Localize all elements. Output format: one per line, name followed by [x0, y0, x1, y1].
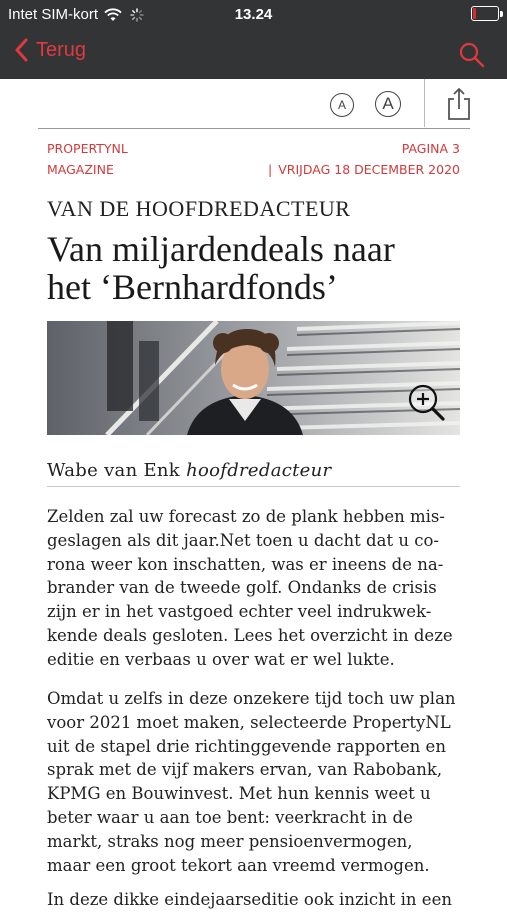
issue-date-row: [268, 159, 460, 180]
paragraph-line: voor 2021 moet maken, selecteerde PropertyNL: [47, 712, 451, 732]
toolbar-divider: [424, 79, 425, 127]
paragraph-line: maar een groot tekort aan vreemd vermogen.: [47, 855, 430, 875]
paragraph-line: Zelden zal uw forecast zo de plank hebben mis-: [47, 507, 445, 526]
paragraph-line: editie en verbaas u over wat er wel lukte.: [47, 649, 395, 669]
zoom-in-icon[interactable]: [406, 382, 446, 422]
publication-name: [47, 138, 128, 180]
paragraph-line: In deze dikke eindejaarseditie ook inzicht in een: [47, 890, 452, 909]
status-time: 13.24: [234, 6, 273, 23]
paragraph-line: beter waar u aan toe bent: veerkracht in de: [47, 807, 413, 827]
search-icon[interactable]: [457, 40, 487, 70]
battery-nub: [500, 11, 503, 17]
paragraph-line: geslagen als dit jaar.Net toen u dacht dat u co-: [47, 530, 439, 550]
battery-icon: [471, 6, 499, 21]
article-paragraph: [47, 687, 467, 877]
paragraph-line: kende deals gesloten. Lees het overzicht in deze: [47, 625, 453, 645]
back-label: Terug: [36, 38, 87, 61]
decrease-font-button[interactable]: A: [330, 93, 354, 117]
paragraph-line: markt, straks nog meer pensioenvermogen,: [47, 831, 413, 851]
byline-rule: [47, 486, 460, 487]
author-photo[interactable]: [47, 321, 460, 435]
reader-toolbar: [0, 79, 507, 129]
page-info: [268, 138, 460, 180]
chevron-left-icon: [14, 38, 28, 62]
article-paragraph: [47, 505, 467, 672]
paragraph-line: uit de stapel drie richtinggevende rapporten en: [47, 736, 446, 756]
battery-level: [473, 8, 476, 19]
section-title: VAN DE HOOFDREDACTEUR: [47, 196, 351, 221]
headline-line: Van miljardendeals naar: [47, 229, 395, 269]
publication-line-2: MAGAZINE: [47, 162, 114, 177]
headline-line: het ‘Bernhardfonds’: [47, 267, 338, 307]
status-bar: [0, 0, 507, 30]
byline: [47, 460, 331, 481]
share-icon[interactable]: [446, 87, 472, 121]
page-number: PAGINA 3: [401, 141, 460, 156]
increase-font-button[interactable]: A: [375, 91, 401, 117]
paragraph-line: KPMG en Bouwinvest. Met hun kennis weet u: [47, 784, 431, 804]
article-headline: [47, 230, 477, 306]
author-name: Wabe van Enk: [47, 460, 181, 481]
issue-date: VRIJDAG 18 DECEMBER 2020: [278, 162, 460, 177]
header-rule: [38, 128, 470, 129]
back-button[interactable]: [14, 38, 86, 62]
author-role: hoofdredacteur: [186, 460, 332, 481]
author-photo-image: [47, 321, 460, 435]
date-separator: |: [268, 162, 273, 177]
paragraph-line: brander van de tweede golf. Ondanks de crisis: [47, 578, 437, 598]
paragraph-line: sprak met de vijf makers ervan, van Rabobank,: [47, 760, 443, 780]
paragraph-line: zijn er in het vastgoed echter veel indrukwek-: [47, 602, 432, 622]
nav-bar: [0, 30, 507, 79]
paragraph-line: rona weer kon inschatten, was er ineens de na-: [47, 554, 444, 574]
publication-line-1: PROPERTYNL: [47, 141, 128, 156]
paragraph-line: Omdat u zelfs in deze onzekere tijd toch uw plan: [47, 689, 456, 708]
carrier-label: Intet SIM-kort: [8, 6, 99, 23]
